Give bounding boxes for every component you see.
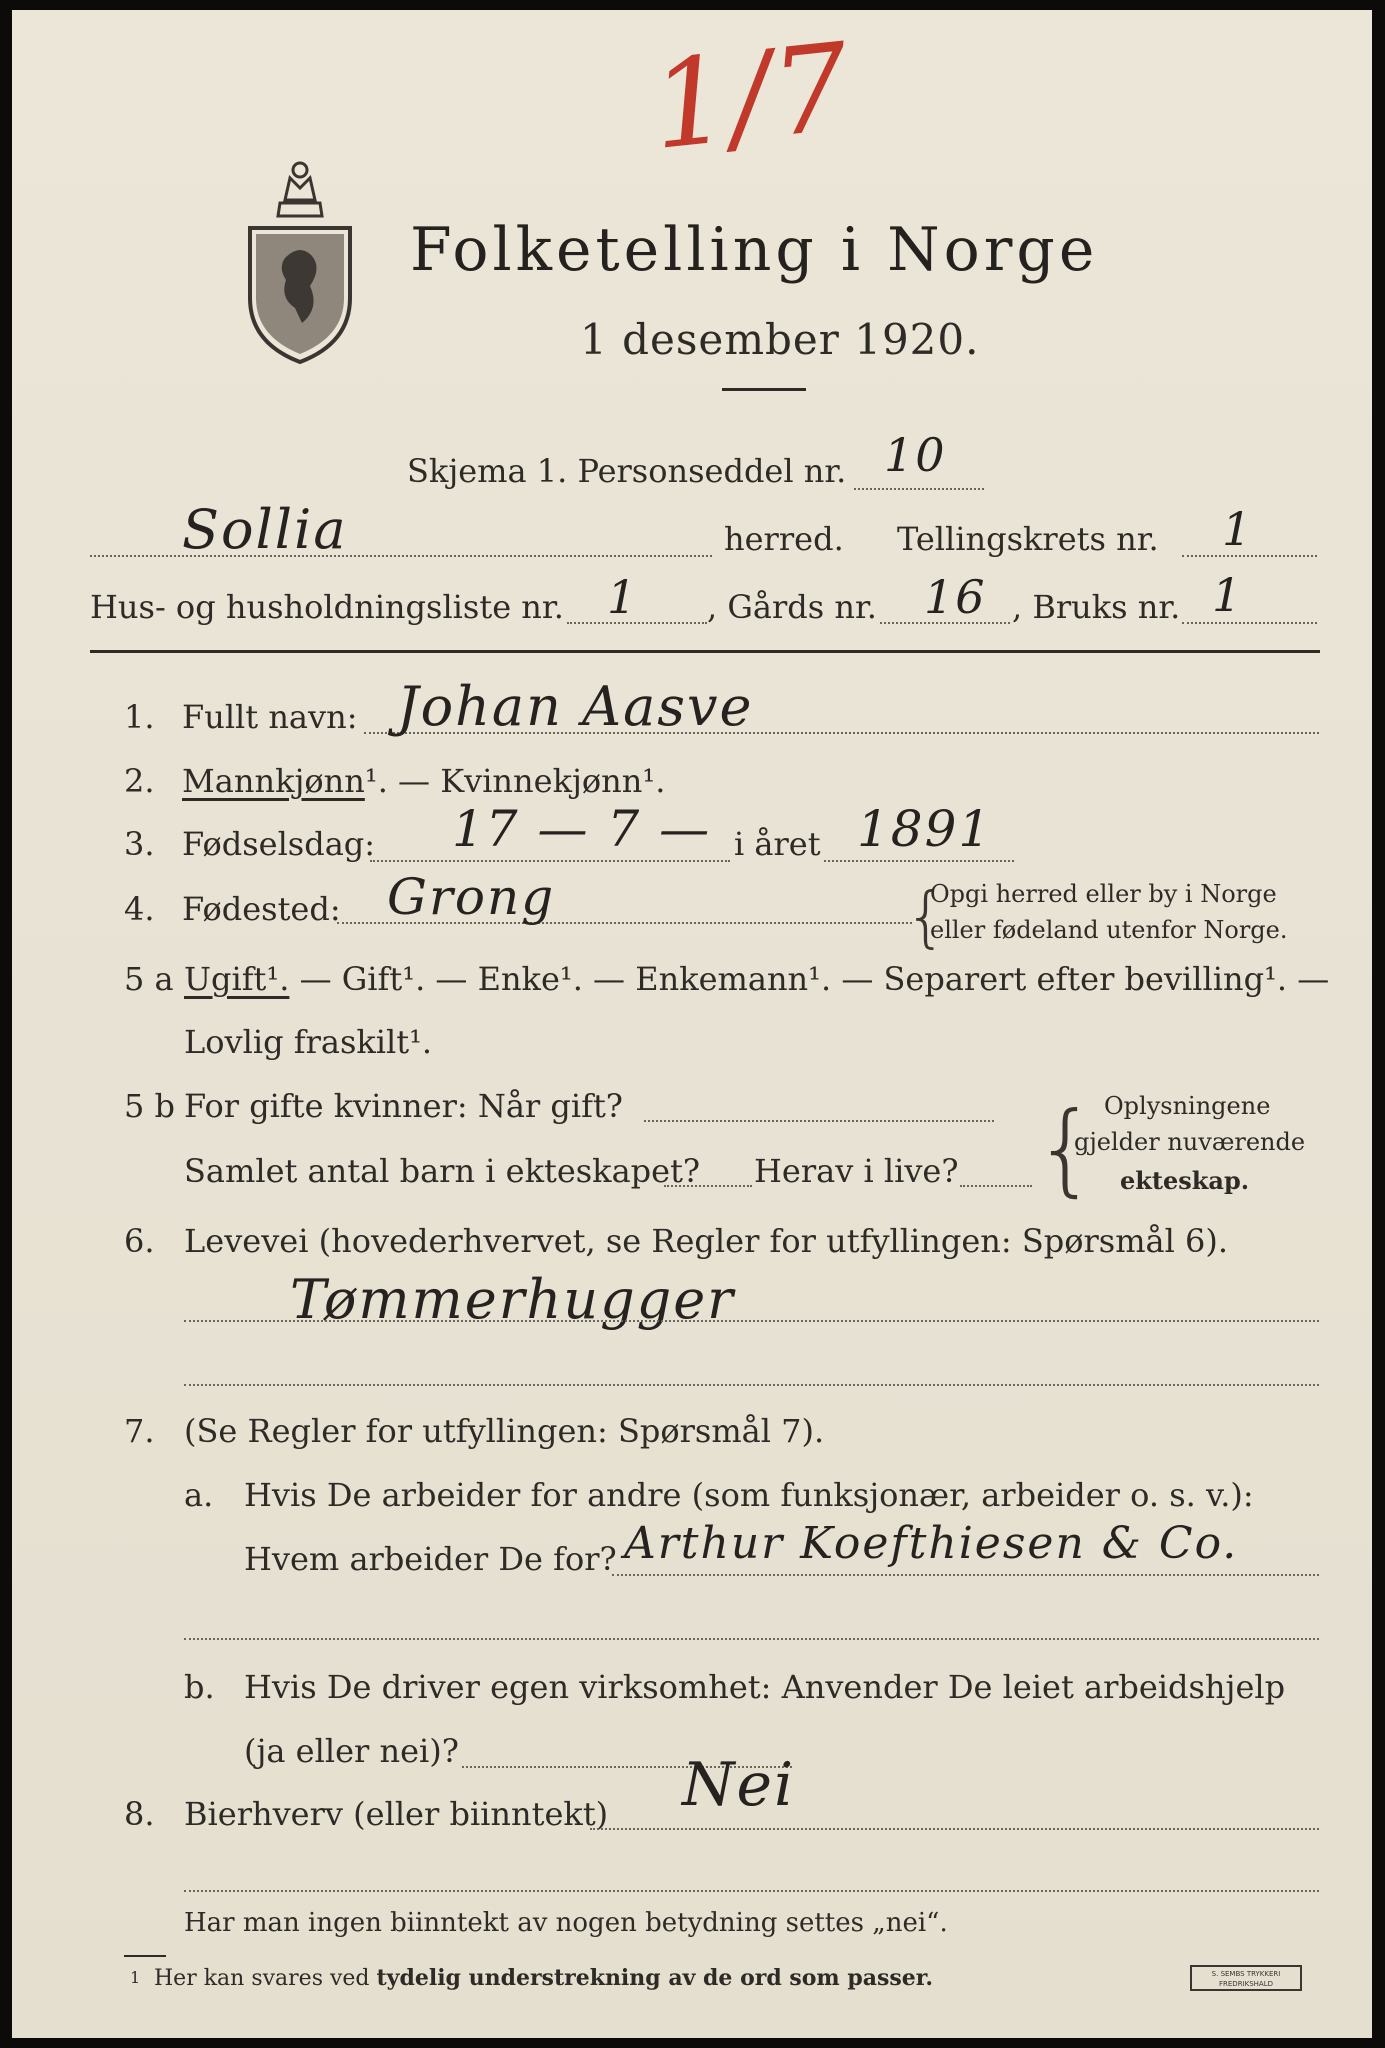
footnote-mark: 1 bbox=[130, 1968, 141, 1987]
q3-number: 3. bbox=[124, 825, 155, 863]
printer-stamp: S. SEMBS TRYKKERI FREDRIKSHALD bbox=[1190, 1965, 1302, 1991]
q5b-brace: { bbox=[1034, 1090, 1098, 1207]
hus-value: 1 bbox=[607, 570, 639, 624]
q4-brace: { bbox=[905, 878, 947, 955]
bruks-line bbox=[1182, 622, 1317, 624]
q4-value: Grong bbox=[387, 868, 556, 926]
q6-value: Tømmerhugger bbox=[290, 1268, 735, 1331]
q5b-children-line bbox=[664, 1185, 752, 1187]
q7a-line-2 bbox=[184, 1638, 1319, 1640]
q7-label: (Se Regler for utfyllingen: Spørsmål 7). bbox=[184, 1412, 825, 1450]
tellingskrets-value: 1 bbox=[1222, 502, 1254, 556]
q8-line-2 bbox=[184, 1890, 1319, 1892]
q6-line-2 bbox=[184, 1384, 1319, 1386]
q7a-value: Arthur Koefthiesen & Co. bbox=[624, 1518, 1239, 1569]
q2-options bbox=[182, 762, 665, 800]
footnote-text: Her kan svares ved bbox=[154, 1966, 370, 1991]
q7a-line1: Hvis De arbeider for andre (som funksjonær, arbeider o. s. v.): bbox=[244, 1476, 1254, 1514]
q8-line bbox=[590, 1828, 1319, 1830]
q8-number: 8. bbox=[124, 1795, 155, 1833]
personseddel-nr-value: 10 bbox=[884, 428, 947, 482]
q4-label: Fødested: bbox=[182, 890, 341, 928]
gards-value: 16 bbox=[924, 570, 987, 624]
q5a-other-options: — Gift¹. — Enke¹. — Enkemann¹. — Separert efter bevilling¹. — bbox=[289, 960, 1330, 998]
form-title: Folketelling i Norge bbox=[410, 215, 1099, 285]
q8-value: Nei bbox=[682, 1750, 796, 1820]
census-date: 1 desember 1920. bbox=[580, 315, 980, 364]
q4-note-1: Opgi herred eller by i Norge bbox=[930, 880, 1277, 908]
q5a-ugift-option: Ugift¹. bbox=[184, 960, 290, 998]
q4-number: 4. bbox=[124, 890, 155, 928]
q2-female-option: ¹. — Kvinnekjønn¹. bbox=[364, 762, 666, 800]
personseddel-line bbox=[854, 488, 984, 490]
q5a-options bbox=[184, 960, 1329, 998]
q5b-alive-line bbox=[960, 1185, 1032, 1187]
q1-number: 1. bbox=[124, 698, 155, 736]
q6-label: Levevei (hovederhvervet, se Regler for utfyllingen: Spørsmål 6). bbox=[184, 1222, 1229, 1260]
footnote-bold: tydelig understrekning av de ord som passer. bbox=[376, 1965, 934, 1991]
tellingskrets-label: Tellingskrets nr. bbox=[897, 520, 1159, 558]
q3-year-line bbox=[824, 860, 1014, 862]
q1-label: Fullt navn: bbox=[182, 698, 358, 736]
section-divider bbox=[90, 650, 1320, 653]
red-mark: 1/7 bbox=[645, 17, 858, 178]
q7b-line1: Hvis De driver egen virksomhet: Anvender De leiet arbeidshjelp bbox=[244, 1668, 1286, 1706]
q7b-letter: b. bbox=[184, 1668, 215, 1706]
q5a-number: 5 a bbox=[124, 960, 174, 998]
q7a-letter: a. bbox=[184, 1476, 214, 1514]
q6-line-1 bbox=[184, 1320, 1319, 1322]
q2-number: 2. bbox=[124, 762, 155, 800]
q7a-line bbox=[612, 1574, 1319, 1576]
q7b-line2: (ja eller nei)? bbox=[244, 1732, 459, 1770]
q5b-children-label: Samlet antal barn i ekteskapet? bbox=[184, 1152, 701, 1190]
q3-day-value: 17 — 7 — bbox=[452, 800, 712, 858]
q8-label: Bierhverv (eller biinntekt) bbox=[184, 1795, 609, 1833]
q5b-number: 5 b bbox=[124, 1087, 176, 1125]
q3-label: Fødselsdag: bbox=[182, 825, 376, 863]
gards-label: , Gårds nr. bbox=[707, 588, 877, 626]
footnote bbox=[154, 1965, 933, 1991]
q5b-note-3: ekteskap. bbox=[1120, 1166, 1250, 1195]
q5b-note-1: Oplysningene bbox=[1104, 1092, 1271, 1120]
q7a-line2: Hvem arbeider De for? bbox=[244, 1540, 617, 1578]
herred-label: herred. bbox=[724, 520, 844, 558]
footnote-divider bbox=[124, 1955, 166, 1957]
bruks-value: 1 bbox=[1212, 568, 1244, 622]
q1-value: Johan Aasve bbox=[397, 675, 754, 738]
q7-number: 7. bbox=[124, 1412, 155, 1450]
q3-year-label: i året bbox=[734, 825, 821, 863]
q5b-note-2: gjelder nuværende bbox=[1074, 1128, 1306, 1156]
q4-note-2: eller fødeland utenfor Norge. bbox=[930, 916, 1288, 944]
q5b-married-label: For gifte kvinner: Når gift? bbox=[184, 1087, 623, 1125]
norway-coat-of-arms-icon bbox=[240, 148, 360, 366]
q5b-married-line bbox=[644, 1120, 994, 1122]
schema-label: Skjema 1. Personseddel nr. bbox=[407, 452, 847, 490]
title-divider bbox=[722, 388, 806, 391]
q5b-alive-label: Herav i live? bbox=[754, 1152, 959, 1190]
q3-day-line bbox=[370, 860, 730, 862]
q5a-line2: Lovlig fraskilt¹. bbox=[184, 1023, 433, 1061]
q3-year-value: 1891 bbox=[857, 800, 993, 858]
bruks-label: , Bruks nr. bbox=[1012, 588, 1181, 626]
q6-number: 6. bbox=[124, 1222, 155, 1260]
herred-value: Sollia bbox=[182, 498, 348, 561]
census-form bbox=[12, 10, 1372, 2038]
footer-note: Har man ingen biinntekt av nogen betydning settes „nei“. bbox=[184, 1908, 948, 1938]
q2-male-option: Mannkjønn bbox=[182, 762, 365, 800]
hus-label: Hus- og husholdningsliste nr. bbox=[90, 588, 564, 626]
